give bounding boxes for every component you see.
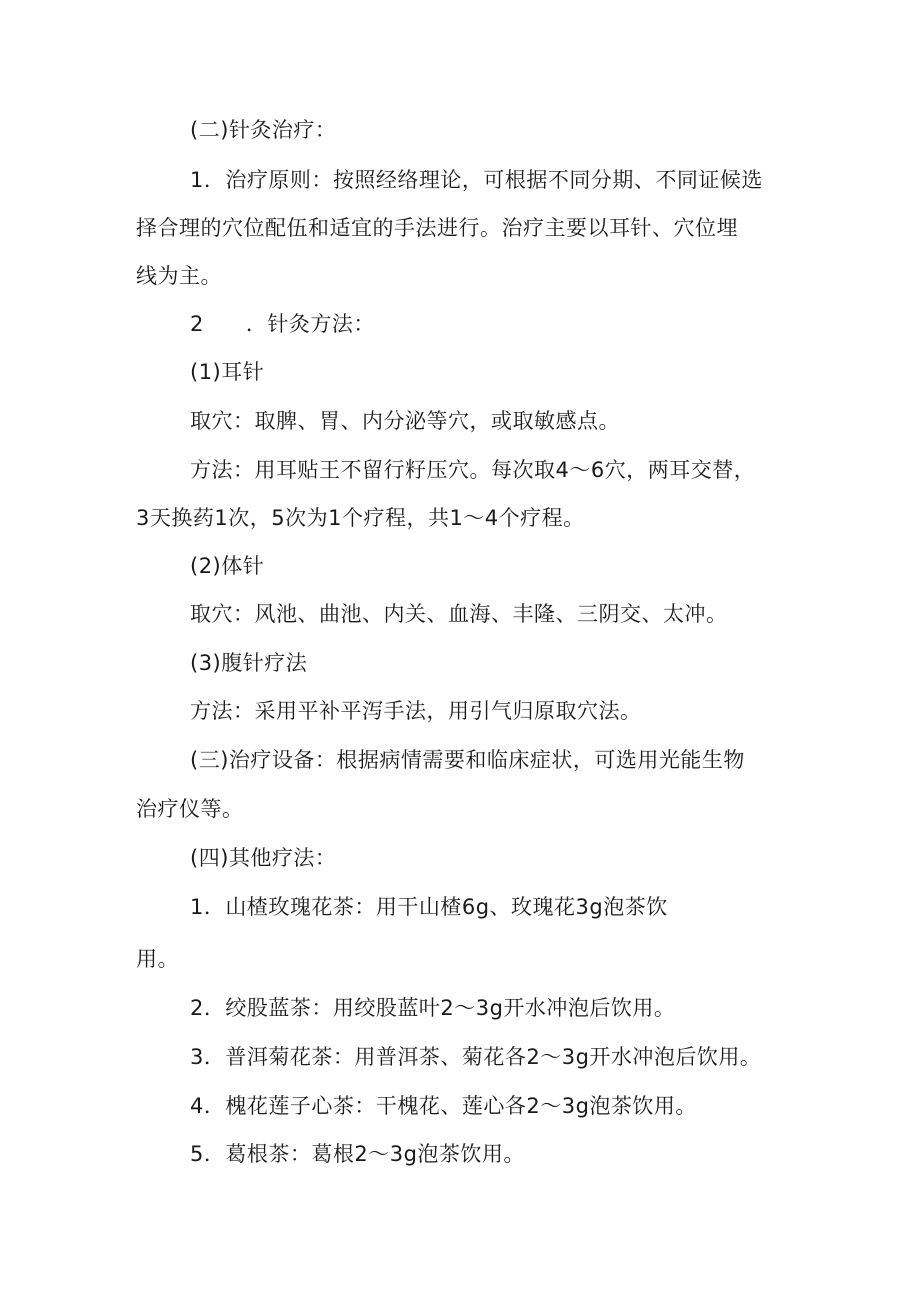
equipment-line-1: (三)治疗设备：根据病情需要和临床症状，可选用光能生物 [190,748,745,772]
ear-acupuncture-method-line-1: 方法：用耳贴王不留行籽压穴。每次取4～6穴，两耳交替， [190,458,756,482]
body-acupuncture-heading: (2)体针 [190,554,265,578]
other-therapy-item-2: 2．绞股蓝茶：用绞股蓝叶2～3g开水冲泡后饮用。 [190,996,676,1020]
other-therapy-item-1-line-2: 用。 [136,947,179,971]
principle-line-3: 线为主。 [136,264,222,288]
other-therapy-item-1-line-1: 1．山楂玫瑰花茶：用干山楂6g、玫瑰花3g泡茶饮 [190,895,668,919]
body-acupuncture-points: 取穴：风池、曲池、内关、血海、丰隆、三阴交、太冲。 [190,602,728,626]
ear-acupuncture-heading: (1)耳针 [190,360,265,384]
abdominal-acupuncture-method: 方法：采用平补平泻手法，用引气归原取穴法。 [190,699,642,723]
acupuncture-heading: (二)针灸治疗： [190,118,337,142]
principle-line-1: 1．治疗原则：按照经络理论，可根据不同分期、不同证候选 [190,168,763,192]
ear-acupuncture-points: 取穴：取脾、胃、内分泌等穴，或取敏感点。 [190,409,620,433]
ear-acupuncture-method-line-2: 3天换药1次，5次为1个疗程，共1～4个疗程。 [136,506,585,530]
equipment-line-2: 治疗仪等。 [136,797,244,821]
methods-number: 2 [190,312,204,336]
other-therapy-item-3: 3．普洱菊花茶：用普洱茶、菊花各2～3g开水冲泡后饮用。 [190,1045,762,1069]
other-therapy-item-4: 4．槐花莲子心茶：干槐花、莲心各2～3g泡茶饮用。 [190,1094,697,1118]
methods-label: ．针灸方法： [245,312,375,336]
abdominal-acupuncture-heading: (3)腹针疗法 [190,651,308,675]
principle-line-2: 择合理的穴位配伍和适宜的手法进行。治疗主要以耳针、穴位埋 [136,216,738,240]
other-therapies-heading: (四)其他疗法： [190,846,337,870]
methods-heading [190,310,375,338]
other-therapy-item-5: 5．葛根茶：葛根2～3g泡茶饮用。 [190,1142,525,1166]
